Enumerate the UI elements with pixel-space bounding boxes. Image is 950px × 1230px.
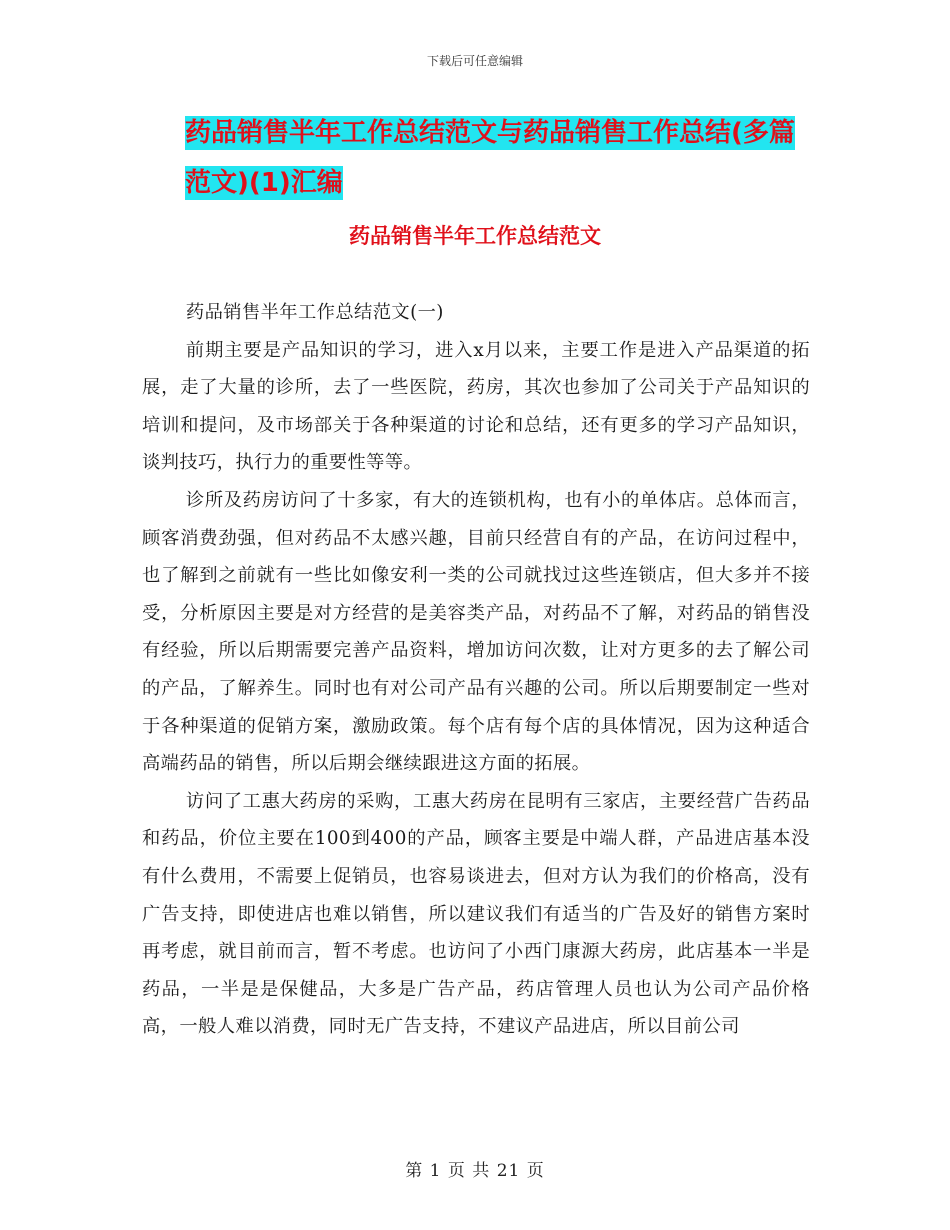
document-title-line2: 范文)(1)汇编 [185, 168, 343, 198]
document-title-line1: 药品销售半年工作总结范文与药品销售工作总结(多篇 [185, 118, 795, 148]
page-footer: 第 1 页 共 21 页 [405, 1161, 545, 1181]
paragraph: 前期主要是产品知识的学习，进入x月以来，主要工作是进入产品渠道的拓展，走了大量的诊所，去了一些医院，药房，其次也参加了公司关于产品知识的培训和提问，及市场部关于各种渠道的讨论和总结，还有更多的学习产品知识，谈判技巧，执行力的重要性等等。 [142, 339, 810, 474]
paragraph: 访问了工惠大药房的采购，工惠大药房在昆明有三家店，主要经营广告药品和药品，价位主要在100到400的产品，顾客主要是中端人群，产品进店基本没有什么费用，不需要上促销员，也容易谈进去，但对方认为我们的价格高，没有广告支持，即使进店也难以销售，所以建议我们有适当的广告及好的销售方案时再考虑，就目前而言，暂不考虑。也访问了小西门康源大药房，此店基本一半是药品，一半是是保健品，大多是广告产品，药店管理人员也认为公司产品价格高，一般人难以消费，同时无广告支持，不建议产品进店，所以目前公司 [142, 790, 810, 1038]
body-text [142, 294, 810, 1046]
section-title: 药品销售半年工作总结范文 [349, 224, 601, 248]
document-title [185, 108, 825, 208]
paragraph-subtitle: 药品销售半年工作总结范文(一) [185, 302, 444, 323]
paragraph: 诊所及药房访问了十多家，有大的连锁机构，也有小的单体店。总体而言，顾客消费劲强，但对药品不太感兴趣，目前只经营自有的产品，在访问过程中，也了解到之前就有一些比如像安利一类的公司就找过这些连锁店，但大多并不接受，分析原因主要是对方经营的是美容类产品，对药品不了解，对药品的销售没有经验，所以后期需要完善产品资料，增加访问次数，让对方更多的去了解公司的产品，了解养生。同时也有对公司产品有兴趣的公司。所以后期要制定一些对于各种渠道的促销方案，激励政策。每个店有每个店的具体情况，因为这种适合高端药品的销售，所以后期会继续跟进这方面的拓展。 [142, 489, 810, 775]
header-note: 下载后可任意编辑 [426, 54, 523, 68]
